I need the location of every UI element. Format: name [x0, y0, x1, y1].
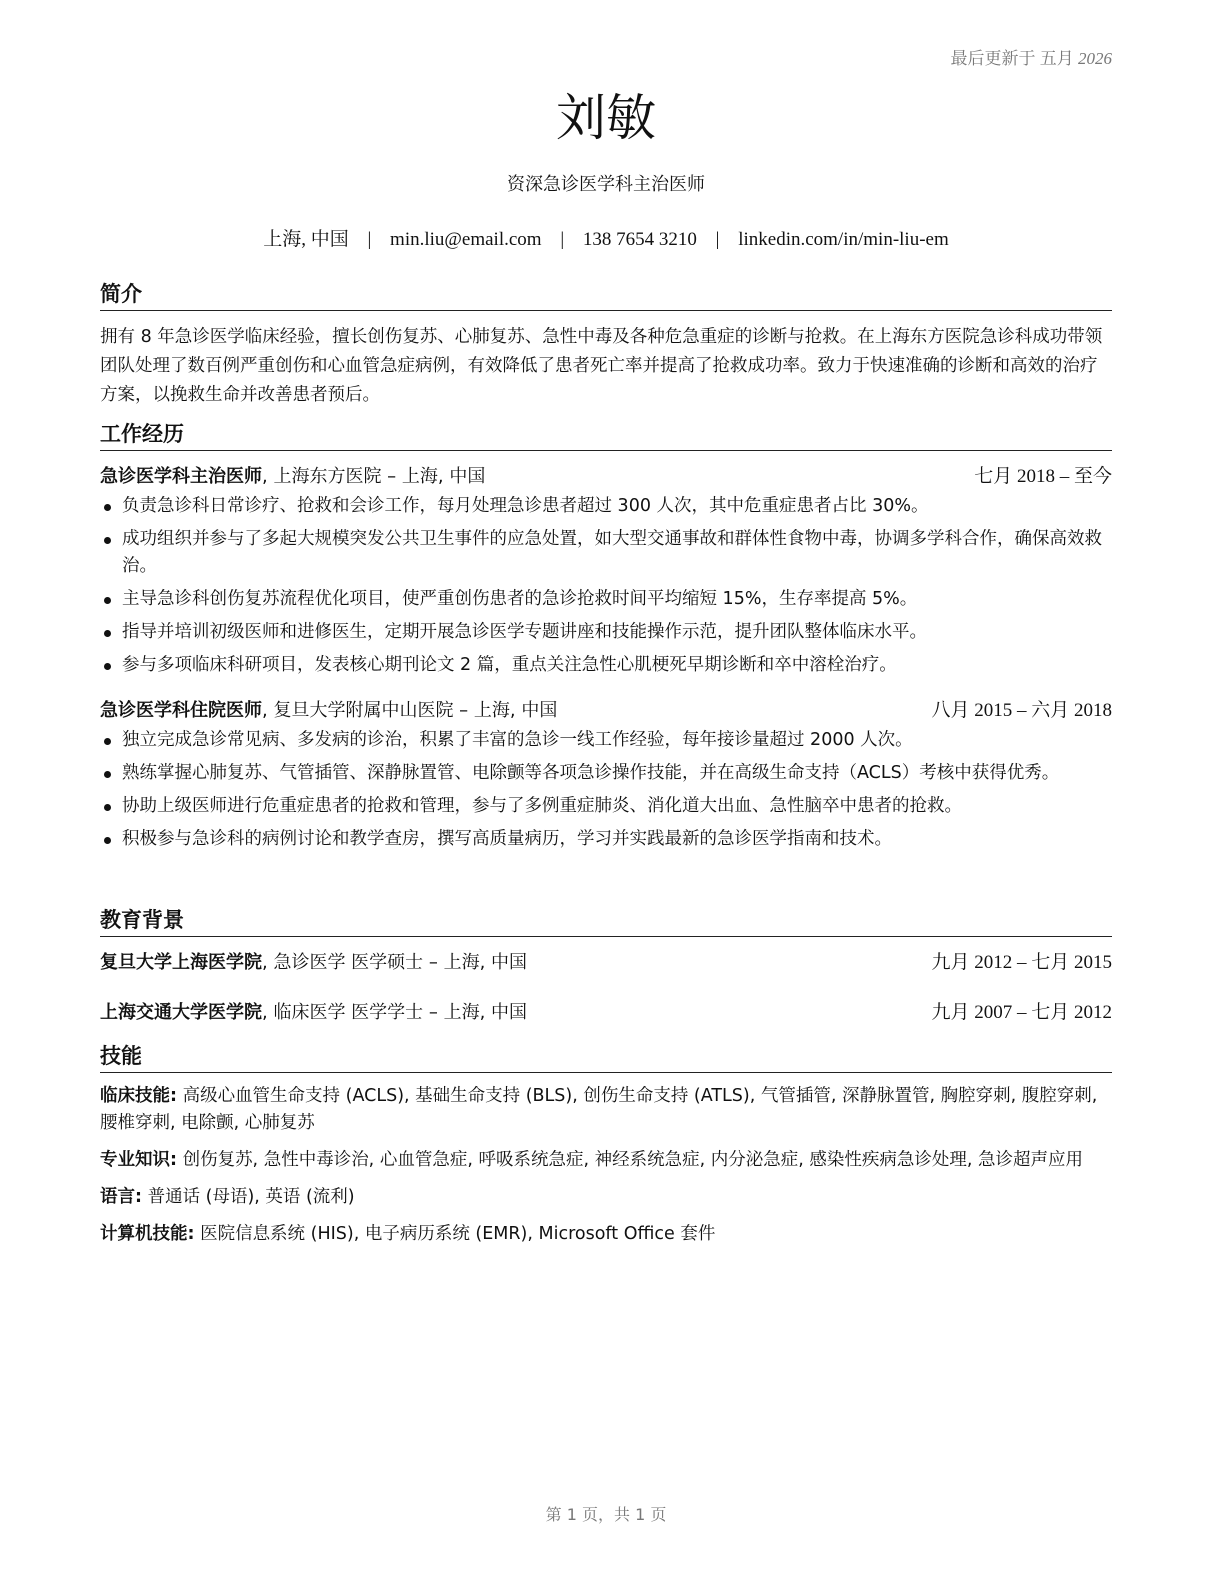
job-header — [100, 463, 1112, 491]
skill-text: 普通话 (母语), 英语 (流利) — [142, 1187, 355, 1207]
education-entry — [100, 999, 1112, 1027]
job-bullet: 熟练掌握心肺复苏、气管插管、深静脉置管、电除颤等各项急诊操作技能，并在高级生命支持（ACLS）考核中获得优秀。 — [100, 760, 1112, 787]
education-school: 复旦大学上海医学院 — [100, 952, 262, 973]
headline: 资深急诊医学科主治医师 — [507, 174, 705, 195]
experience-title: 工作经历 — [100, 418, 1112, 451]
job-bullet: 参与多项临床科研项目，发表核心期刊论文 2 篇，重点关注急性心肌梗死早期诊断和卒中溶栓治疗。 — [100, 652, 1112, 679]
skill-text: 医院信息系统 (HIS), 电子病历系统 (EMR), Microsoft Office 套件 — [194, 1224, 716, 1244]
contact-separator: | — [367, 229, 372, 250]
job-bullets — [100, 727, 1112, 853]
education-detail: , 临床医学 医学学士 – 上海, 中国 — [262, 1002, 528, 1023]
person-name: 刘敏 — [556, 89, 656, 147]
contact-phone[interactable]: 138 7654 3210 — [582, 229, 697, 250]
contact-location: 上海, 中国 — [263, 229, 349, 250]
job-bullet: 协助上级医师进行危重症患者的抢救和管理，参与了多例重症肺炎、消化道大出血、急性脑卒中患者的抢救。 — [100, 793, 1112, 820]
education-school: 上海交通大学医学院 — [100, 1002, 262, 1023]
contact-linkedin[interactable]: linkedin.com/in/min-liu-em — [738, 229, 949, 250]
summary-section — [100, 278, 1112, 410]
job-organization: , 复旦大学附属中山医院 – 上海, 中国 — [262, 700, 558, 721]
job-organization: , 上海东方医院 – 上海, 中国 — [262, 466, 486, 487]
education-degree — [100, 999, 527, 1027]
education-detail: , 急诊医学 医学硕士 – 上海, 中国 — [262, 952, 528, 973]
job-dates: 七月 2018 – 至今 — [974, 466, 1112, 487]
skill-row — [100, 1147, 1112, 1174]
job-bullet: 主导急诊科创伤复苏流程优化项目，使严重创伤患者的急诊抢救时间平均缩短 15%，生存率提高 5%。 — [100, 586, 1112, 613]
skills-section — [100, 1040, 1112, 1248]
skill-text: 创伤复苏, 急性中毒诊治, 心血管急症, 呼吸系统急症, 神经系统急症, 内分泌急症, 感染性疾病急诊处理, 急诊超声应用 — [177, 1150, 1083, 1170]
last-updated-year: 2026 — [1078, 49, 1112, 68]
job-position — [100, 463, 485, 491]
skill-label: 语言: — [100, 1187, 142, 1207]
resume-page — [100, 0, 1112, 1584]
job-entry — [100, 463, 1112, 679]
skills-title: 技能 — [100, 1040, 1112, 1073]
contact-email[interactable]: min.liu@email.com — [390, 229, 542, 250]
summary-title: 简介 — [100, 278, 1112, 311]
job-title: 急诊医学科住院医师 — [100, 700, 262, 721]
job-bullet: 指导并培训初级医师和进修医生，定期开展急诊医学专题讲座和技能操作示范，提升团队整体临床水平。 — [100, 619, 1112, 646]
contact-separator: | — [715, 229, 720, 250]
job-header — [100, 697, 1112, 725]
last-updated-month: 五月 — [1039, 49, 1074, 68]
education-degree — [100, 949, 527, 977]
skill-label: 专业知识: — [100, 1150, 177, 1170]
job-bullet: 负责急诊科日常诊疗、抢救和会诊工作，每月处理急诊患者超过 300 人次，其中危重症患者占比 30%。 — [100, 493, 1112, 520]
job-position — [100, 697, 557, 725]
job-entry — [100, 697, 1112, 853]
skill-row — [100, 1083, 1112, 1137]
job-title: 急诊医学科主治医师 — [100, 466, 262, 487]
contact-line — [100, 224, 1112, 251]
education-section — [100, 904, 1112, 1027]
education-entry — [100, 949, 1112, 977]
last-updated — [951, 44, 1113, 69]
last-updated-prefix: 最后更新于 — [950, 49, 1036, 68]
page-footer: 第 1 页，共 1 页 — [545, 1505, 667, 1524]
job-bullet: 积极参与急诊科的病例讨论和教学查房，撰写高质量病历，学习并实践最新的急诊医学指南和技术。 — [100, 826, 1112, 853]
skill-label: 计算机技能: — [100, 1224, 195, 1244]
skill-row — [100, 1184, 1112, 1211]
education-dates: 九月 2007 – 七月 2012 — [931, 1002, 1112, 1023]
skill-text: 高级心血管生命支持 (ACLS), 基础生命支持 (BLS), 创伤生命支持 (ATLS), 气管插管, 深静脉置管, 胸腔穿刺, 腹腔穿刺, 腰椎穿刺, 电除颤, 心肺复苏 — [100, 1086, 1098, 1133]
summary-text: 拥有 8 年急诊医学临床经验，擅长创伤复苏、心肺复苏、急性中毒及各种危急重症的诊断与抢救。在上海东方医院急诊科成功带领团队处理了数百例严重创伤和心血管急症病例，有效降低了患者死亡率并提高了抢救成功率。致力于快速准确的诊断和高效的治疗方案，以挽救生命并改善患者预后。 — [100, 327, 1103, 405]
skill-label: 临床技能: — [100, 1086, 177, 1106]
education-dates: 九月 2012 – 七月 2015 — [931, 952, 1112, 973]
job-bullets — [100, 493, 1112, 679]
job-bullet: 独立完成急诊常见病、多发病的诊治，积累了丰富的急诊一线工作经验，每年接诊量超过 2000 人次。 — [100, 727, 1112, 754]
job-bullet: 成功组织并参与了多起大规模突发公共卫生事件的应急处置，如大型交通事故和群体性食物中毒，协调多学科合作，确保高效救治。 — [100, 526, 1112, 580]
job-dates: 八月 2015 – 六月 2018 — [931, 700, 1112, 721]
experience-section — [100, 418, 1112, 859]
education-title: 教育背景 — [100, 904, 1112, 937]
skill-row — [100, 1221, 1112, 1248]
contact-separator: | — [560, 229, 565, 250]
